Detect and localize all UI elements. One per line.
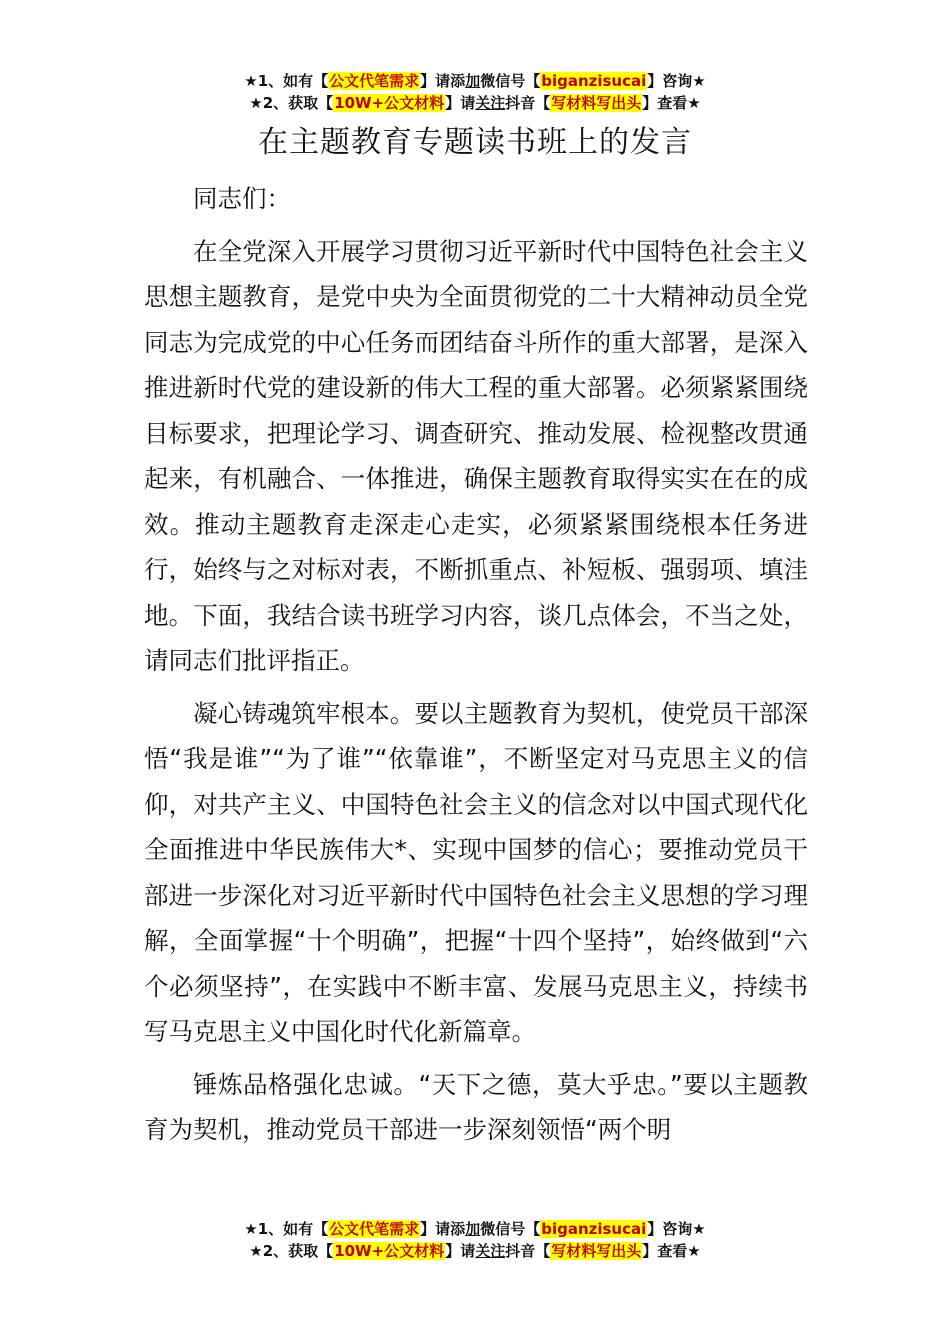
promo-emphasis: 加 [465, 1220, 481, 1238]
promo-text: 】查看★ [642, 94, 701, 112]
promo-text: ★1、如有【 [244, 1220, 329, 1238]
promo-text: 】咨询★ [647, 1220, 706, 1238]
paragraph-section-2: 锤炼品格强化忠诚。“天下之德，莫大乎忠。”要以主题教育为契机，推动党员干部进一步深刻领悟“两个明 [144, 1069, 808, 1144]
promo-line-1 [0, 70, 950, 92]
paragraph-intro: 在全党深入开展学习贯彻习近平新时代中国特色社会主义思想主题教育，是党中央为全面贯彻党的二十大精神动员全党同志为完成党的中心任务而团结奋斗所作的重大部署，是深入推进新时代党的建设新的伟大工程的重大部署。必须紧紧围绕目标要求，把理论学习、调查研究、推动发展、检视整改贯通起来，有机融合、一体推进，确保主题教育取得实实在在的成效。推动主题教育走深走心走实，必须紧紧围绕根本任务进行，始终与之对标对表，不断抓重点、补短板、强弱项、填洼地。下面，我结合读书班学习内容，谈几点体会，不当之处，请同志们批评指正。 [144, 236, 808, 675]
footer-promo-banner [0, 1218, 950, 1262]
promo-wechat-id: biganzisucai [541, 72, 647, 90]
promo-douyin-account: 写材料写出头 [551, 1242, 642, 1260]
document-title: 在主题教育专题读书班上的发言 [258, 125, 692, 160]
promo-highlight: 10W+公文材料 [334, 94, 445, 112]
promo-text: ★2、获取【 [249, 1242, 334, 1260]
salutation: 同志们： [193, 184, 291, 213]
promo-text: ★2、获取【 [249, 94, 334, 112]
promo-line-1 [0, 1218, 950, 1240]
paragraph-section-1: 凝心铸魂筑牢根本。要以主题教育为契机，使党员干部深悟“我是谁”“为了谁”“依靠谁”，不断坚定对马克思主义的信仰，对共产主义、中国特色社会主义的信念对以中国式现代化全面推进中华民族伟大*、实现中国梦的信心；要推动党员干部进一步深化对习近平新时代中国特色社会主义思想的学习理解，全面掌握“十个明确”，把握“十四个坚持”，始终做到“六个必须坚持”，在实践中不断丰富、发展马克思主义，持续书写马克思主义中国化时代化新篇章。 [144, 698, 808, 1046]
promo-text: 】查看★ [642, 1242, 701, 1260]
promo-emphasis: 加 [465, 72, 481, 90]
promo-line-2 [0, 1240, 950, 1262]
promo-wechat-id: biganzisucai [541, 1220, 647, 1238]
promo-text: 】请添 [420, 72, 466, 90]
header-promo-banner [0, 70, 950, 114]
promo-text: 】咨询★ [647, 72, 706, 90]
promo-text: 抖音【 [505, 1242, 551, 1260]
promo-emphasis: 关注 [475, 94, 506, 112]
promo-highlight: 10W+公文材料 [334, 1242, 445, 1260]
document-body [144, 176, 808, 1160]
promo-text: 】请 [445, 94, 476, 112]
promo-text: 微信号【 [480, 1220, 541, 1238]
promo-text: 微信号【 [480, 72, 541, 90]
promo-text: 】请 [445, 1242, 476, 1260]
promo-douyin-account: 写材料写出头 [551, 94, 642, 112]
promo-emphasis: 关注 [475, 1242, 506, 1260]
promo-text: ★1、如有【 [244, 72, 329, 90]
promo-line-2 [0, 92, 950, 114]
promo-text: 】请添 [420, 1220, 466, 1238]
promo-text: 抖音【 [505, 94, 551, 112]
promo-highlight: 公文代笔需求 [329, 1220, 420, 1238]
promo-highlight: 公文代笔需求 [329, 72, 420, 90]
